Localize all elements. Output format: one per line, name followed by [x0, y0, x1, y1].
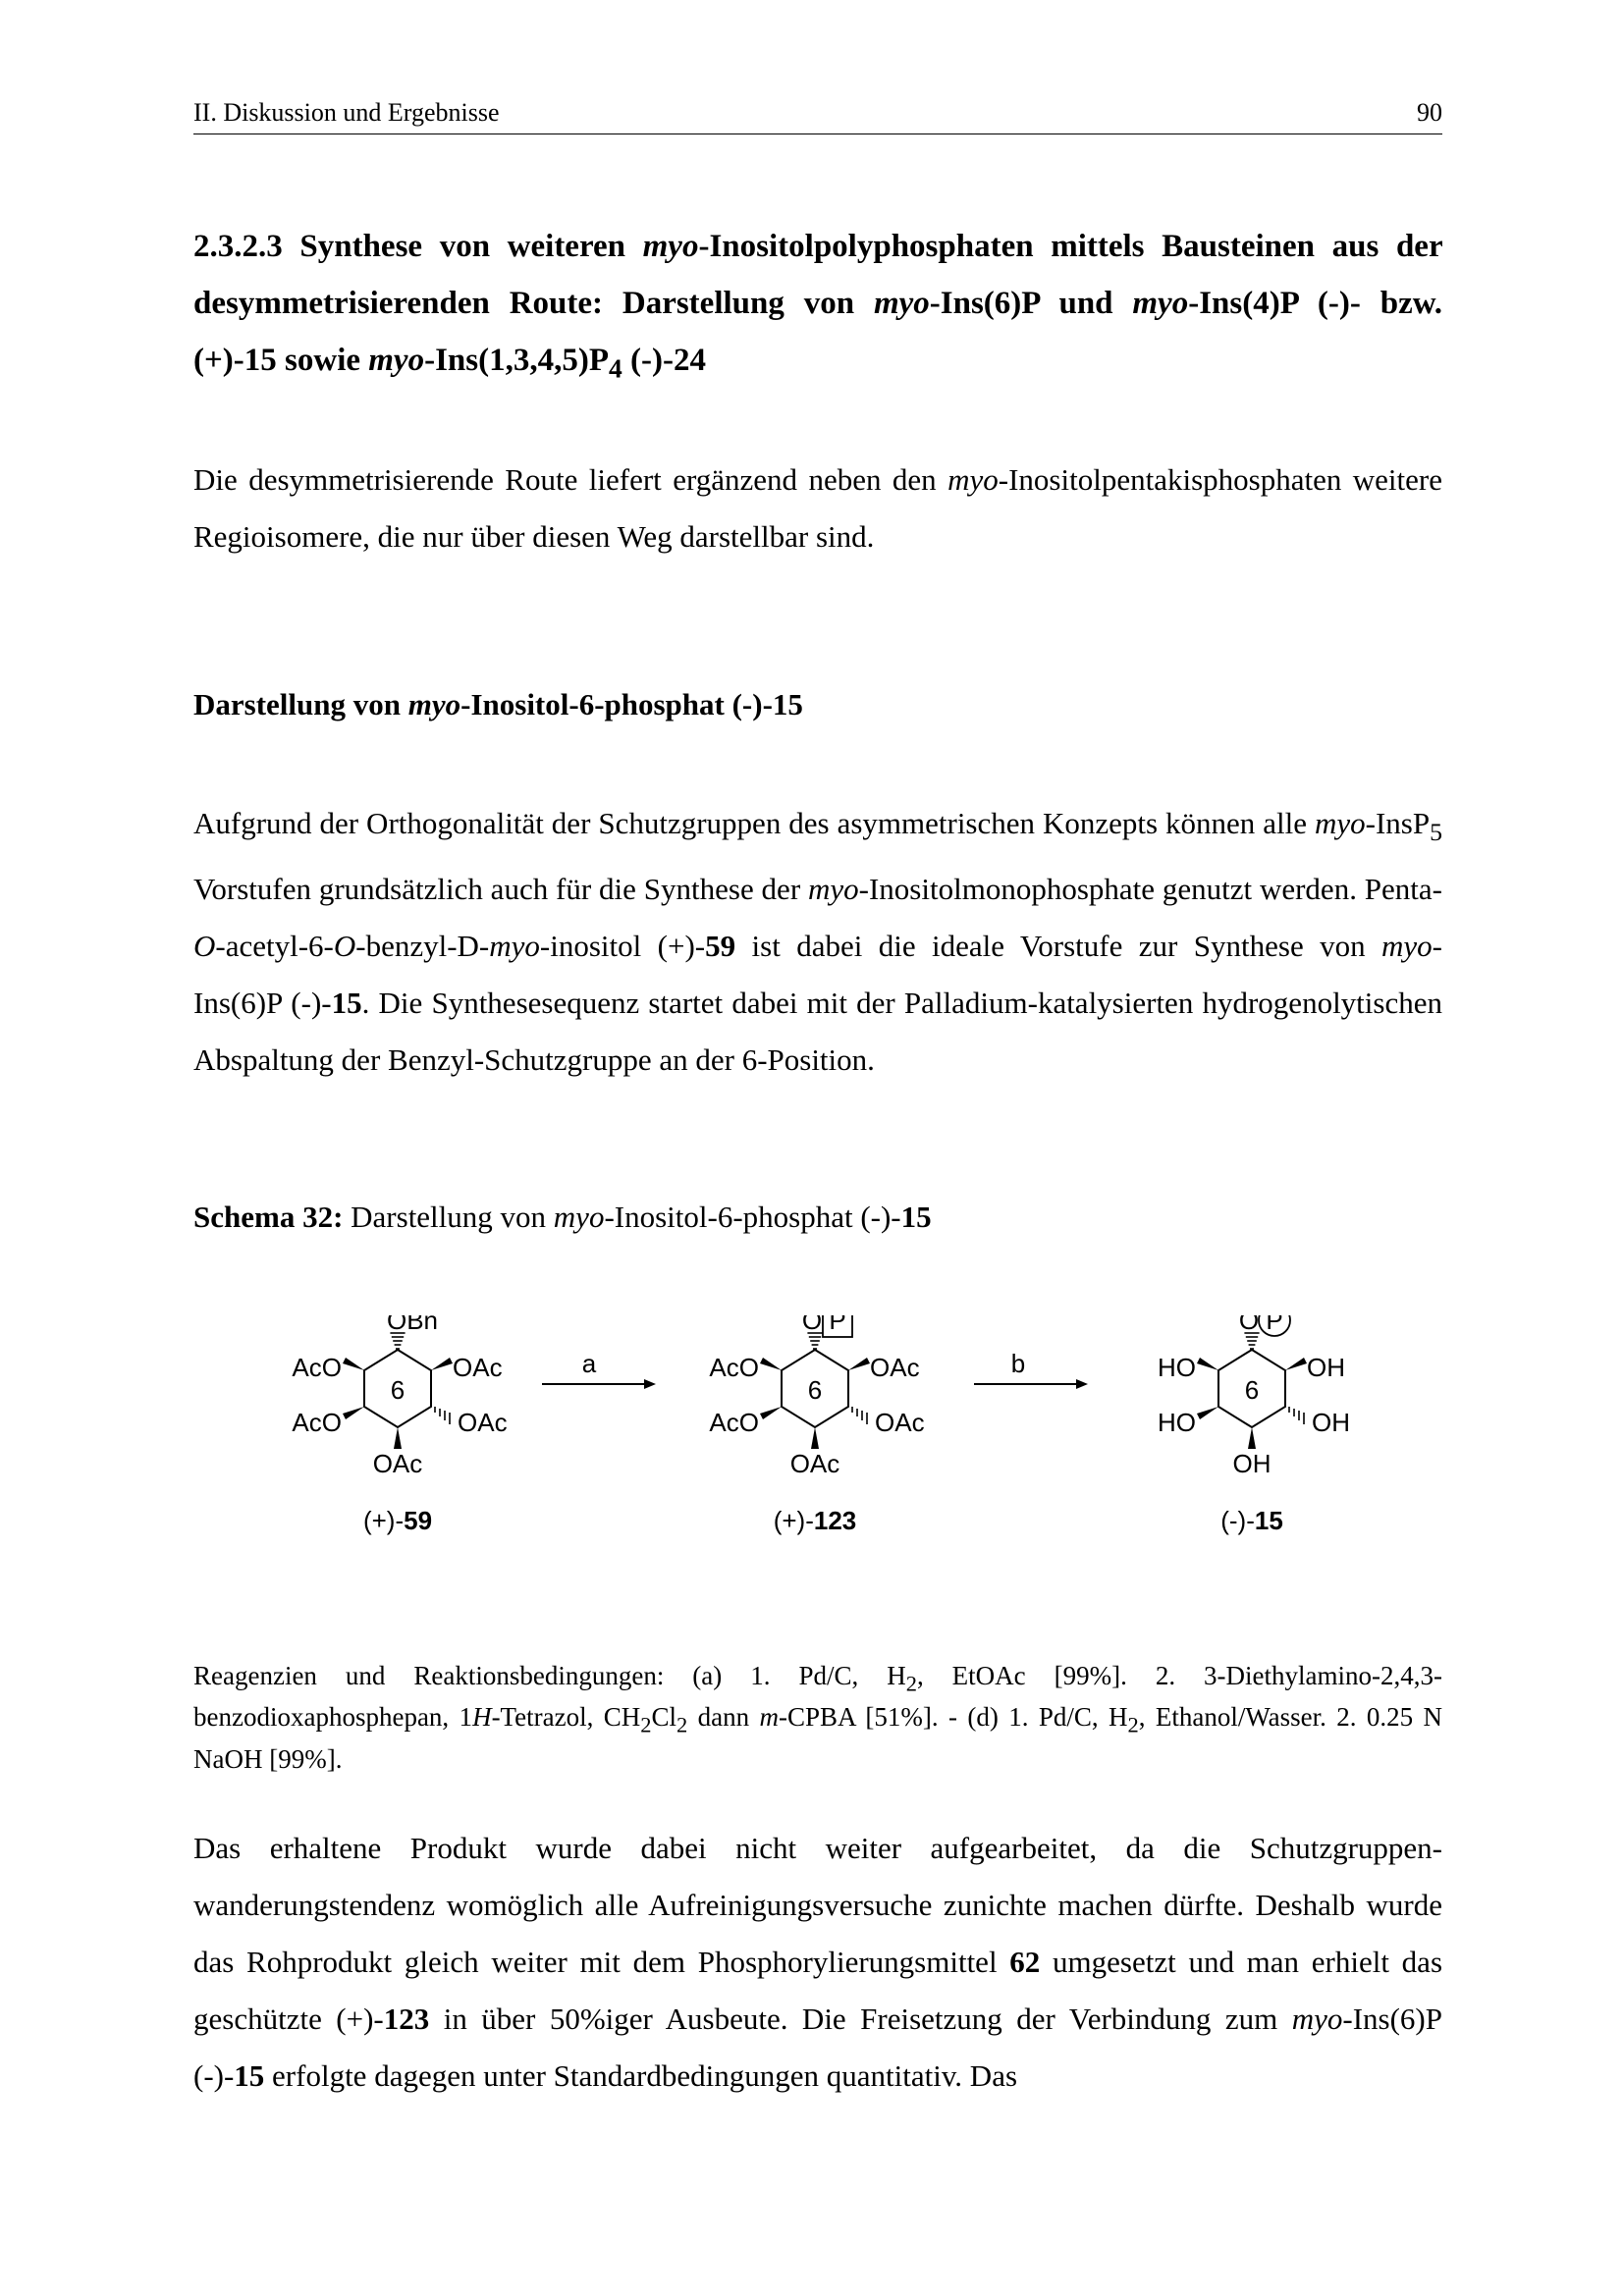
scheme-caption: Schema 32: Darstellung von myo-Inositol-6-phosphat (-)-15: [193, 1200, 932, 1234]
compound-15: [1158, 1315, 1350, 1535]
reaction-scheme: [236, 1315, 1375, 1600]
subsection-heading: Darstellung von myo-Inositol-6-phosphat (-)-15: [193, 687, 803, 721]
substituent-top: O: [1238, 1315, 1260, 1335]
substituent-top: OBn: [386, 1315, 439, 1335]
substituent-upper-right: OAc: [870, 1353, 920, 1382]
wedge-bond: [343, 1358, 364, 1370]
wedge-bond: [760, 1407, 782, 1419]
section-heading: 2.3.2.3 Synthese von weiteren myo-Inositolpolyphosphaten mittels Bausteinen aus der desymmetrisierenden Route: Darstellung von myo-Ins(6)P und myo-Ins(4)P (-)- bzw. (+)-15 sowie myo-$Ins(1,3,4,5)P_4$ (-)-24: [193, 229, 1442, 384]
body-paragraph-2: Das erhaltene Produkt wurde dabei nicht weiter aufgearbeitet, da die Schutzgruppen-wanderungstendenz womöglich alle Aufreinigungsversuche zunichte machen dürfte. Deshalb wurde das Rohprodukt gleich weiter mit dem Phosphorylierungsmittel 62 umgesetzt und man erhielt das geschützte (+)-123 in über 50%iger Ausbeute. Die Freisetzung der Verbindung zum myo-Ins(6)P (-)-15 erfolgte dagegen unter Standardbedingungen quantitativ. Das: [193, 1831, 1443, 2093]
header-chapter: II. Diskussion und Ergebnisse: [193, 98, 500, 127]
arrow-b: [974, 1349, 1088, 1389]
ring-position-label: 6: [807, 1375, 823, 1405]
substituent-upper-left: HO: [1158, 1353, 1196, 1382]
wedge-bond: [1248, 1427, 1256, 1449]
compound-59: [292, 1315, 507, 1535]
substituent-lower-left: AcO: [292, 1408, 342, 1437]
compound-label: (+)-123: [773, 1506, 857, 1535]
arrow-a-label: a: [581, 1349, 597, 1378]
arrow-a: [542, 1349, 656, 1389]
substituent-upper-right: OAc: [453, 1353, 503, 1382]
ring-position-label: 6: [390, 1375, 406, 1405]
running-header: [193, 94, 1442, 134]
substituent-lower-right: OH: [1312, 1408, 1350, 1437]
substituent-lower-right: OAc: [458, 1408, 508, 1437]
substituent-bottom: OH: [1232, 1449, 1271, 1478]
wedge-bond: [760, 1358, 782, 1370]
wedge-bond: [1197, 1407, 1218, 1419]
arrow-b-label: b: [1010, 1349, 1026, 1378]
substituent-bottom: OAc: [789, 1449, 840, 1478]
wedge-bond: [1285, 1358, 1307, 1370]
reagents-footnote: Reagenzien und Reaktionsbedingungen: (a) 1. Pd/C, $H_2$, EtOAc [99%]. 2. 3-Diethylamino-2,4,3-benzodioxaphosphepan, 1H-Tetrazol, $CH_2Cl_2$ dann m-CPBA [51%]. - (d) 1. Pd/C, $H_2$, Ethanol/Wasser. 2. 0.25 N NaOH [99%].: [193, 1661, 1443, 1774]
substituent-upper-left: AcO: [292, 1353, 342, 1382]
substituent-lower-left: AcO: [709, 1408, 759, 1437]
compound-123: [709, 1315, 924, 1535]
compound-label: (+)-59: [362, 1506, 433, 1535]
substituent-lower-right: OAc: [875, 1408, 925, 1437]
wedge-bond: [811, 1427, 819, 1449]
wedge-bond: [343, 1407, 364, 1419]
reaction-scheme-svg: [236, 1315, 1375, 1600]
substituent-upper-right: OH: [1307, 1353, 1345, 1382]
header-page-number: 90: [1417, 98, 1442, 127]
body-paragraph-1: Aufgrund der Orthogonalität der Schutzgruppen des asymmetrischen Konzepts können alle myo-InsP$_5$ Vorstufen grundsätzlich auch für die Synthese der myo-Inositolmonophosphate genutzt werden. Penta-O-acetyl-6-O-benzyl-D-myo-inositol (+)-59 ist dabei die ideale Vorstufe zur Synthese von myo-Ins(6)P (-)-15. Die Synthesesequenz startet dabei mit der Palladium-katalysierten hydrogenolytischen Abspaltung der Benzyl-Schutzgruppe an der 6-Position.: [193, 806, 1442, 1078]
wedge-bond: [394, 1427, 402, 1449]
phosphate-label: P: [1266, 1315, 1283, 1335]
substituent-upper-left: AcO: [709, 1353, 759, 1382]
intro-paragraph: Die desymmetrisierende Route liefert ergänzend neben den myo-Inositolpentakisphosphaten weitere Regioisomere, die nur über diesen Weg darstellbar sind.: [193, 462, 1442, 554]
substituent-lower-left: HO: [1158, 1408, 1196, 1437]
phosphate-label: P: [829, 1315, 846, 1335]
wedge-bond: [848, 1358, 870, 1370]
wedge-bond: [1197, 1358, 1218, 1370]
substituent-top: O: [801, 1315, 823, 1335]
compound-label: (-)-15: [1220, 1506, 1283, 1535]
wedge-bond: [431, 1358, 453, 1370]
substituent-bottom: OAc: [372, 1449, 423, 1478]
ring-position-label: 6: [1244, 1375, 1260, 1405]
